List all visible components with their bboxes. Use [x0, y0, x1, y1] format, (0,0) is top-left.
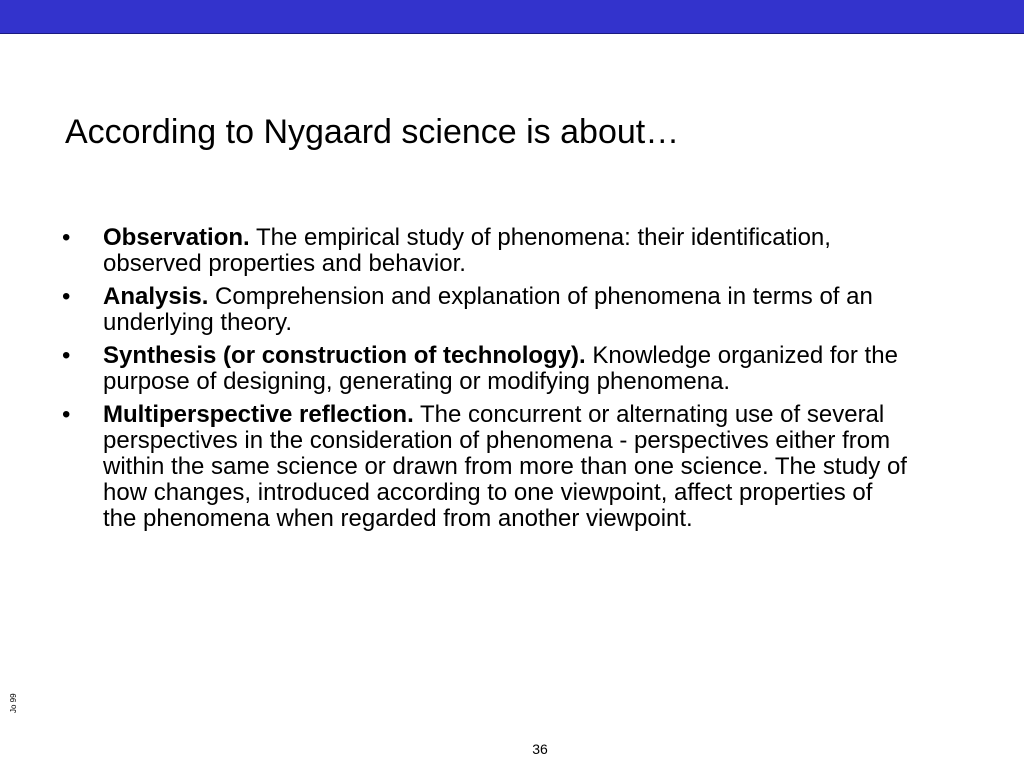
bullet-analysis [62, 284, 912, 336]
bullet-term: Observation. [103, 224, 250, 251]
bullet-multiperspective-reflection [62, 402, 912, 532]
bullet-text: Knowledge organized for the purpose of designing, generating or modifying phenomena. [103, 342, 898, 395]
bullet-dot-icon: • [62, 342, 71, 369]
bullet-text: The empirical study of phenomena: their identification, observed properties and behavior. [103, 224, 831, 277]
top-banner-bar [0, 0, 1024, 34]
bullet-synthesis [62, 343, 912, 395]
bullet-list [62, 225, 912, 539]
page-number: 36 [532, 741, 548, 757]
bullet-dot-icon: • [62, 224, 71, 251]
bullet-term: Analysis. [103, 283, 209, 310]
author-side-tag: Jo 99 [9, 693, 18, 713]
bullet-text: The concurrent or alternating use of several perspectives in the consideration of phenomena - perspectives either from within the same science or drawn from more than one science. The study of how changes, introduced according to one viewpoint, affect properties of the phenomena when regarded from another viewpoint. [103, 401, 907, 532]
bullet-observation [62, 225, 912, 277]
slide-title: According to Nygaard science is about… [65, 113, 680, 151]
bullet-term: Multiperspective reflection. [103, 401, 414, 428]
bullet-text: Comprehension and explanation of phenomena in terms of an underlying theory. [103, 283, 873, 336]
bullet-dot-icon: • [62, 283, 71, 310]
bullet-dot-icon: • [62, 401, 71, 428]
bullet-term: Synthesis (or construction of technology). [103, 342, 586, 369]
